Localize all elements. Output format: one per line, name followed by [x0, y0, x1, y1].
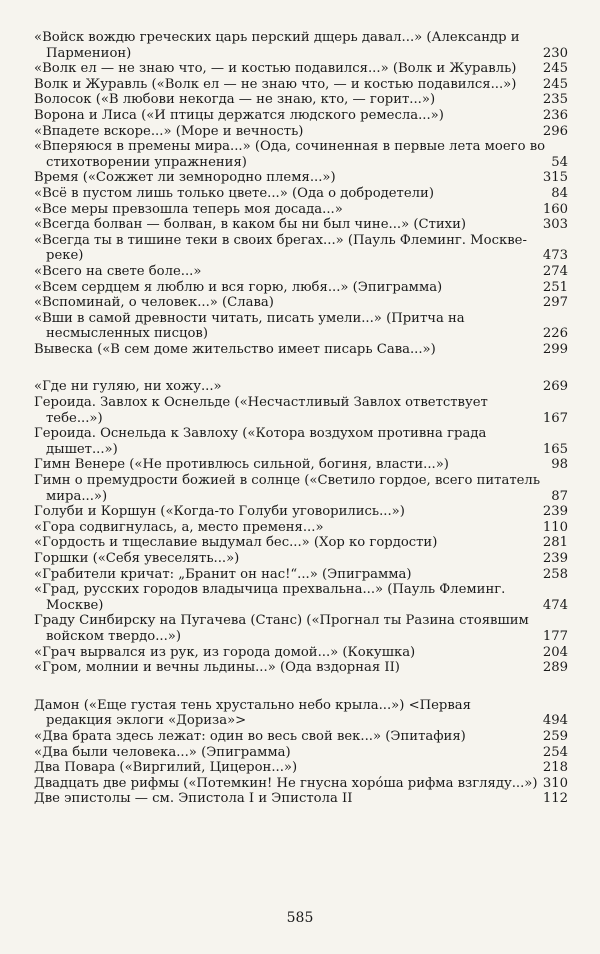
- index-section: [34, 698, 568, 807]
- entry-page-number: 218: [542, 760, 568, 776]
- index-entry: [34, 791, 568, 807]
- entry-page-number: 258: [542, 566, 568, 582]
- entry-title: «Все меры превзошла теперь моя досада...»: [34, 201, 343, 217]
- entry-page-number: 236: [542, 107, 568, 123]
- entry-title: Волосок («В любови некогда — не знаю, кто, — горит...»): [34, 92, 436, 108]
- entry-page-number: 87: [551, 488, 568, 504]
- entry-page-number: 296: [542, 123, 568, 139]
- index-entry: [34, 613, 568, 644]
- entry-page-number: 112: [542, 791, 568, 807]
- entry-page-number: 473: [542, 248, 568, 264]
- index-entry: [34, 426, 568, 457]
- index-entry: [34, 504, 568, 520]
- index-entry: [34, 170, 568, 186]
- index-entry: [34, 233, 568, 264]
- entry-title: Героида. Завлох к Оснельде («Несчастливый Завлох ответствует тебе...»): [34, 395, 488, 426]
- entry-title: «Вперяюся в премены мира...» (Ода, сочиненная в первые лета моего во стихотворении упражнения): [34, 139, 546, 170]
- entry-page-number: 251: [542, 279, 568, 295]
- entry-title: Два Повара («Виргилий, Цицерон...»): [34, 760, 298, 776]
- index-entry: [34, 745, 568, 761]
- entry-title: «Гром, молнии и вечны льдины...» (Ода вздорная II): [34, 660, 400, 676]
- entry-page-number: 235: [542, 92, 568, 108]
- index-entry: [34, 698, 568, 729]
- entry-page-number: 297: [542, 295, 568, 311]
- entry-title: Вывеска («В сем доме жительство имеет писарь Сава...»): [34, 341, 436, 357]
- entry-page-number: 239: [542, 551, 568, 566]
- index-entry: [34, 760, 568, 776]
- entry-page-number: 269: [542, 379, 568, 395]
- entry-page-number: 281: [542, 535, 568, 551]
- entry-title: Волк и Журавль («Волк ел — не знаю что, — и костью подавился...»): [34, 76, 517, 92]
- index-section: [34, 30, 568, 357]
- entry-page-number: 160: [542, 201, 568, 217]
- entry-page-number: 299: [542, 341, 568, 357]
- entry-title: Ворона и Лиса («И птицы держатся людского ремесла...»): [34, 107, 444, 123]
- index-entry: [34, 311, 568, 342]
- index-entry: [34, 473, 568, 504]
- entry-title: «Гордость и тщеславие выдумал бес...» (Хор ко гордости): [34, 535, 438, 551]
- index-section: [34, 379, 568, 675]
- index-entry: [34, 660, 568, 676]
- entry-title: «Вспоминай, о человек...» (Слава): [34, 295, 274, 311]
- index-entry: [34, 379, 568, 395]
- entry-page-number: 310: [542, 775, 568, 791]
- index-entry: [34, 457, 568, 473]
- index-entry: [34, 535, 568, 551]
- entry-title: «Где ни гуляю, ни хожу...»: [34, 379, 222, 395]
- entry-page-number: 226: [542, 326, 568, 342]
- entry-title: Горшки («Себя увеселять...»): [34, 551, 240, 566]
- index-entry: [34, 139, 568, 170]
- entry-page-number: 239: [542, 504, 568, 520]
- entry-page-number: 259: [542, 728, 568, 744]
- index-entry: [34, 264, 568, 280]
- entry-page-number: 274: [542, 263, 568, 279]
- entry-page-number: 167: [542, 410, 568, 426]
- page-number-footer: 585: [286, 910, 314, 926]
- entry-title: «Всегда болван — болван, в каком бы ни был чине...» (Стихи): [34, 217, 467, 233]
- alphabetical-index: [34, 30, 568, 829]
- entry-page-number: 315: [542, 170, 568, 186]
- entry-title: «Всегда ты в тишине теки в своих брегах...» (Пауль Флеминг. Москве-реке): [34, 232, 527, 264]
- entry-page-number: 245: [542, 61, 568, 77]
- entry-title: «Всем сердцем я люблю и вся горю, любя...» (Эпиграмма): [34, 279, 443, 295]
- index-entry: [34, 77, 568, 93]
- index-entry: [34, 342, 568, 358]
- index-entry: [34, 567, 568, 583]
- index-entry: [34, 582, 568, 613]
- entry-page-number: 494: [542, 713, 568, 729]
- entry-title: «Всего на свете боле...»: [34, 263, 202, 279]
- index-entry: [34, 108, 568, 124]
- index-entry: [34, 295, 568, 311]
- index-entry: [34, 520, 568, 536]
- entry-page-number: 204: [542, 644, 568, 660]
- entry-page-number: 165: [542, 441, 568, 457]
- index-entry: [34, 61, 568, 77]
- entry-title: Время («Сожжет ли земнородно племя...»): [34, 170, 336, 186]
- entry-page-number: 303: [542, 217, 568, 233]
- entry-title: «Грач вырвался из рук, из города домой...» (Кокушка): [34, 644, 416, 660]
- entry-title: Гимн о премудрости божией в солнце («Светило гордое, всего питатель мира...»): [34, 473, 540, 504]
- entry-title: Гимн Венере («Не противлюсь сильной, богиня, власти...»): [34, 457, 449, 473]
- entry-title: Двадцать две рифмы («Потемкин! Не гнусна хорóша рифма взгляду...»): [34, 775, 538, 791]
- entry-page-number: 474: [542, 597, 568, 613]
- entry-title: «Войск вождю греческих царь перский дщерь давал...» (Александр и Парменион): [34, 30, 520, 61]
- index-entry: [34, 92, 568, 108]
- index-entry: [34, 395, 568, 426]
- entry-page-number: 230: [542, 45, 568, 61]
- entry-page-number: 254: [542, 744, 568, 760]
- entry-title: «Всё в пустом лишь только цвете...» (Ода о добродетели): [34, 185, 434, 201]
- entry-title: «Гора содвигнулась, а, место пременя...»: [34, 519, 324, 535]
- entry-title: «Два были человека...» (Эпиграмма): [34, 744, 291, 760]
- entry-title: «Град, русских городов владычица прехвальна...» (Пауль Флеминг. Москве): [34, 582, 506, 613]
- entry-title: Дамон («Еще густая тень хрустально небо крыла...») <Первая редакция эклоги «Дориза»>: [34, 697, 471, 729]
- entry-title: «Волк ел — не знаю что, — и костью подавился...» (Волк и Журавль): [34, 61, 517, 77]
- index-entry: [34, 217, 568, 233]
- entry-page-number: 177: [542, 628, 568, 644]
- entry-title: Граду Синбирску на Пугачева (Станс) («Прогнал ты Разина стоявшим войском твердо...»): [34, 613, 529, 644]
- index-entry: [34, 551, 568, 567]
- entry-page-number: 84: [551, 185, 568, 201]
- index-entry: [34, 280, 568, 296]
- index-entry: [34, 124, 568, 140]
- entry-title: Две эпистолы — см. Эпистола I и Эпистола II: [34, 791, 353, 807]
- entry-page-number: 54: [551, 154, 568, 170]
- index-entry: [34, 30, 568, 61]
- entry-page-number: 98: [551, 457, 568, 473]
- entry-title: Голуби и Коршун («Когда-то Голуби уговорились...»): [34, 504, 405, 520]
- index-entry: [34, 202, 568, 218]
- entry-title: «Два брата здесь лежат: один во весь свой век...» (Эпитафия): [34, 728, 466, 744]
- entry-title: Героида. Оснельда к Завлоху («Котора воздухом противна града дышет...»): [34, 426, 487, 457]
- entry-title: «Вши в самой древности читать, писать умели...» (Притча на несмысленных писцов): [34, 310, 465, 342]
- index-entry: [34, 645, 568, 661]
- entry-page-number: 110: [542, 519, 568, 535]
- index-entry: [34, 776, 568, 792]
- entry-page-number: 289: [542, 660, 568, 676]
- index-entry: [34, 186, 568, 202]
- entry-title: «Грабители кричат: „Бранит он нас!“...» (Эпиграмма): [34, 566, 412, 582]
- index-entry: [34, 729, 568, 745]
- entry-title: «Впадете вскоре...» (Море и вечность): [34, 123, 304, 139]
- entry-page-number: 245: [542, 76, 568, 92]
